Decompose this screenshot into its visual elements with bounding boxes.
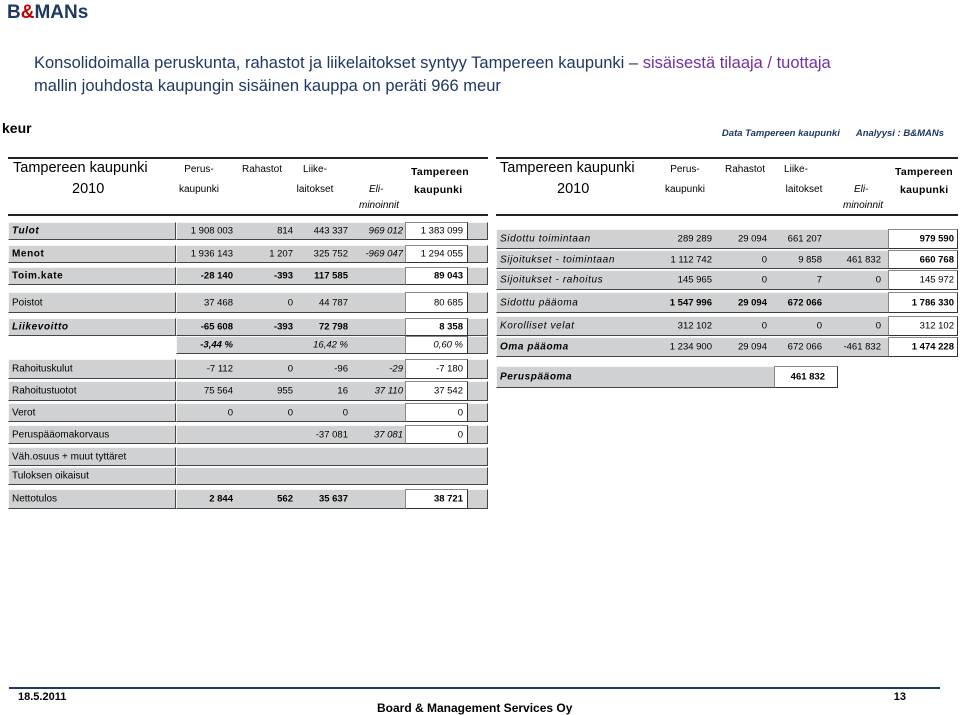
- table-row: -7 112 0 -96 -29: [176, 359, 488, 379]
- left-header-tre-2: kaupunki: [414, 184, 463, 196]
- table-row-label: Verot: [8, 403, 176, 422]
- total-cell: 0: [405, 403, 468, 422]
- right-header-name: Tampereen kaupunki: [500, 160, 635, 176]
- footer-rule: [9, 687, 940, 689]
- total-cell: 1 786 330: [888, 292, 958, 313]
- total-cell: 1 294 055: [405, 245, 468, 263]
- left-header-liike-1: Liike-: [303, 164, 327, 175]
- total-cell: 312 102: [888, 316, 958, 336]
- right-header-tre-1: Tampereen: [895, 166, 953, 178]
- source-text: Data Tampereen kaupunki: [721, 128, 840, 139]
- table-row-label: Nettotulos: [8, 489, 176, 509]
- table-row-label: Tulot: [8, 222, 176, 240]
- left-header-tre-1: Tampereen: [411, 166, 469, 178]
- table-row-label: Rahoituskulut: [8, 359, 176, 379]
- total-cell: 38 721: [405, 489, 468, 509]
- total-cell: 8 358: [405, 318, 468, 336]
- table-row: 37 468 0 44 787: [176, 292, 488, 313]
- slide-title: [34, 52, 934, 98]
- bmans-logo: B&MANs: [7, 2, 89, 23]
- page-number: 13: [893, 691, 906, 703]
- analysis-text: Analyysi : B&MANs: [855, 128, 944, 139]
- table-row: 1 908 003 814 443 337 969 012: [176, 222, 488, 240]
- left-header-year: 2010: [72, 181, 105, 197]
- table-row: -65 608 -393 72 798: [176, 318, 488, 336]
- table-row: -28 140 -393 117 585: [176, 267, 488, 285]
- table-row-label: Poistot: [8, 292, 176, 313]
- left-header-eli-2: minoinnit: [359, 200, 400, 211]
- right-header-rahastot: Rahastot: [724, 164, 766, 175]
- left-header-name: Tampereen kaupunki: [13, 160, 148, 176]
- table-row: Korolliset velat 312 102 0 0 0: [496, 316, 958, 336]
- table-row: 1 936 143 1 207 325 752 -969 047: [176, 245, 488, 263]
- total-cell: -7 180: [405, 359, 468, 379]
- left-header-liike-2: laitokset: [296, 184, 334, 195]
- right-header-top-rule: [496, 157, 958, 159]
- table-row: Oma pääoma 1 234 900 29 094 672 066 -461 832: [496, 337, 958, 357]
- table-row: 75 564 955 16 37 110: [176, 381, 488, 401]
- left-header-bottom-rule: [8, 214, 488, 216]
- total-cell: 145 972: [888, 270, 958, 290]
- right-header-eli-2: minoinnit: [843, 200, 884, 211]
- right-header-bottom-rule: [496, 214, 958, 216]
- table-row: 2 844 562 35 637: [176, 489, 488, 509]
- right-header-eli-1: Eli-: [854, 184, 869, 195]
- table-row-label: Liikevoitto: [8, 318, 176, 336]
- total-cell: 979 590: [888, 229, 958, 249]
- total-cell: 37 542: [405, 381, 468, 401]
- right-header-liike-2: laitokset: [785, 184, 823, 195]
- source-note: [706, 128, 944, 139]
- left-header-perus-2: kaupunki: [178, 184, 220, 195]
- table-row-label: Väh.osuus + muut tyttäret: [8, 447, 176, 466]
- table-row: Sijoitukset - toimintaan 1 112 742 0 9 858 461 832: [496, 250, 958, 269]
- title-part-2: mallin jouhdosta kaupungin sisäinen kauppa on peräti 966 meur: [34, 77, 501, 95]
- table-row: -3,44 % 16,42 %: [176, 336, 488, 354]
- total-cell: 1 383 099: [405, 222, 468, 240]
- total-cell: 660 768: [888, 250, 958, 269]
- right-header-perus-2: kaupunki: [664, 184, 706, 195]
- table-row-label: Tuloksen oikaisut: [8, 467, 176, 485]
- peruspaaoma-value-cell: 461 832: [774, 366, 838, 388]
- right-header-tre-2: kaupunki: [900, 184, 949, 196]
- right-header-liike-1: Liike-: [784, 164, 808, 175]
- title-part-1: Konsolidoimalla peruskunta, rahastot ja liikelaitokset syntyy Tampereen kaupunki –: [34, 54, 643, 72]
- total-cell: 1 474 228: [888, 337, 958, 357]
- table-row: Sidottu pääoma 1 547 996 29 094 672 066: [496, 292, 958, 313]
- left-header-perus-1: Perus-: [184, 164, 214, 175]
- table-row-label: Peruspääomakorvaus: [8, 425, 176, 444]
- table-row-label: Rahoitustuotot: [8, 381, 176, 401]
- total-cell: 0: [405, 425, 468, 444]
- right-header-perus-1: Perus-: [670, 164, 700, 175]
- total-cell: 89 043: [405, 267, 468, 285]
- table-row-label: Toim.kate: [8, 267, 176, 285]
- table-row: [176, 447, 488, 466]
- left-header-rahastot: Rahastot: [241, 164, 283, 175]
- table-row: 0 0 0: [176, 403, 488, 422]
- table-row-label: Menot: [8, 245, 176, 263]
- title-accent: sisäisestä tilaaja / tuottaja: [642, 54, 831, 72]
- total-cell: 80 685: [405, 292, 468, 313]
- total-cell: 0,60 %: [405, 336, 468, 354]
- table-row: -37 081 37 081: [176, 425, 488, 444]
- table-row: Peruspääoma: [496, 366, 838, 388]
- left-header-top-rule: [8, 157, 488, 159]
- table-row: [176, 467, 488, 485]
- footer-company: Board & Management Services Oy: [377, 701, 573, 715]
- table-row: Sijoitukset - rahoitus 145 965 0 7 0: [496, 270, 958, 290]
- table-row: Sidottu toimintaan 289 289 29 094 661 207: [496, 229, 958, 249]
- left-header-eli-1: Eli-: [369, 184, 384, 195]
- unit-label: keur: [2, 120, 32, 136]
- footer-date: 18.5.2011: [18, 691, 67, 703]
- right-header-year: 2010: [557, 181, 590, 197]
